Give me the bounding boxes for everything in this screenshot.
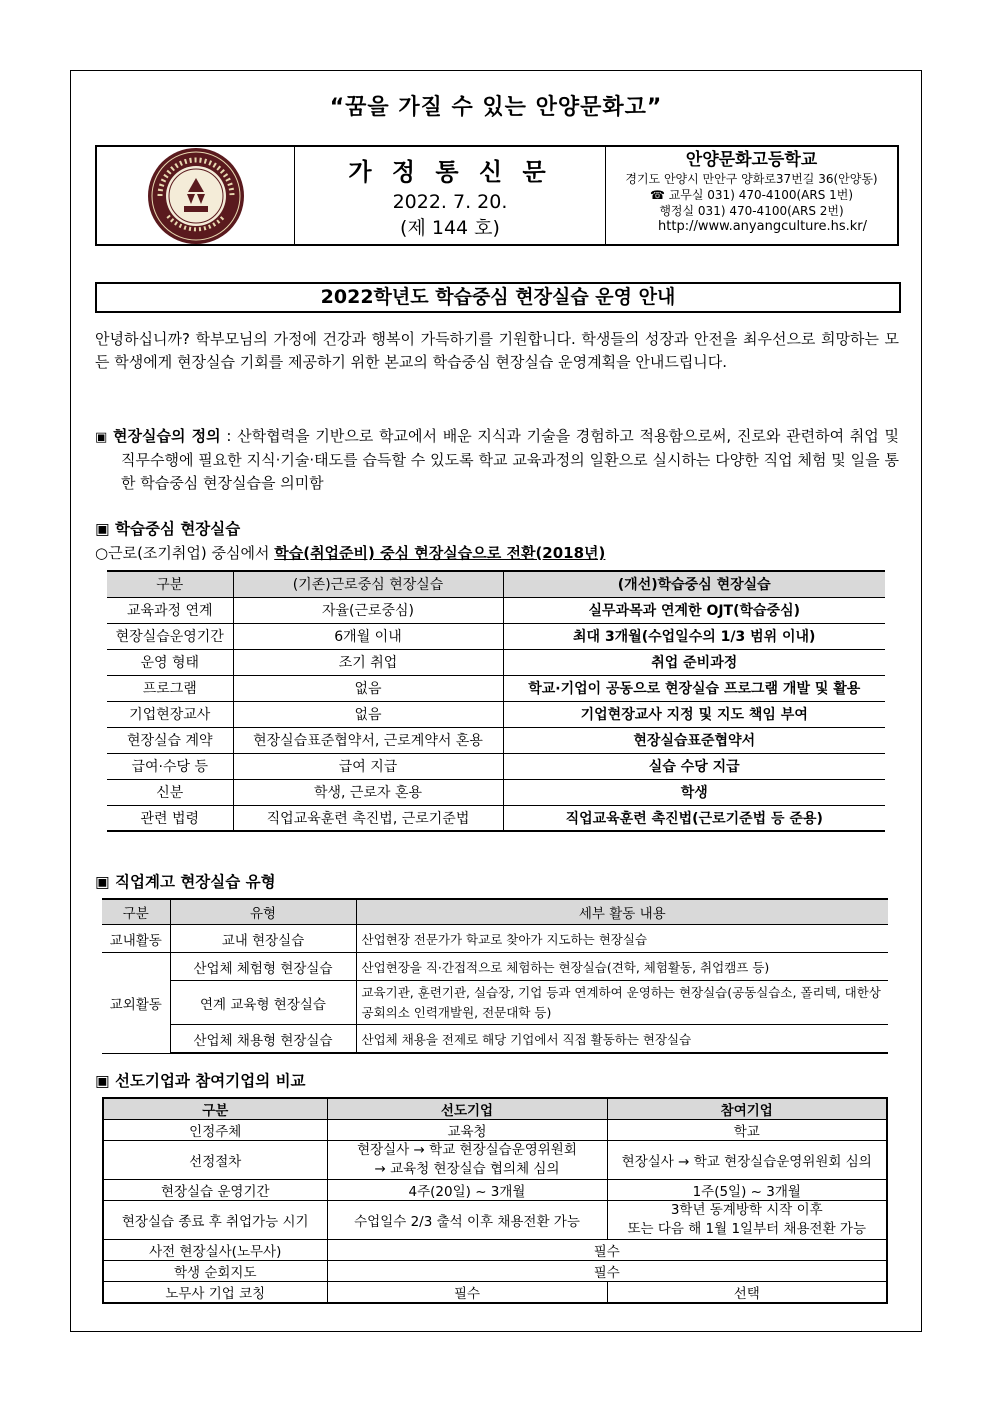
cell-line: 현장실사 → 학교 현장실습운영위원회 bbox=[357, 1142, 577, 1158]
table-row bbox=[107, 649, 885, 675]
cell: 4주(20일) ~ 3개월 bbox=[327, 1180, 607, 1201]
intro-paragraph: 안녕하십니까? 학부모님의 가정에 건강과 행복이 가득하기를 기원합니다. 학생들의 성장과 안전을 최우선으로 희망하는 모든 학생에게 현장실습 기회를 제공하기 위한 본교의 학습중심 현장실습 운영계획을 안내드립니다. bbox=[95, 330, 899, 371]
cell: 현장실사 → 학교 현장실습운영위원회 심의 bbox=[607, 1141, 887, 1180]
table-row bbox=[103, 1282, 887, 1304]
cell-line: → 교육청 현장실습 협의체 심의 bbox=[374, 1161, 560, 1177]
doc-date: 2022. 7. 20. bbox=[392, 190, 508, 213]
header-cell: 구분 bbox=[107, 571, 233, 597]
school-motto: “꿈을 가질 수 있는 안양문화고” bbox=[329, 95, 663, 120]
cell: 프로그램 bbox=[107, 675, 233, 701]
cell: 산업현장을 직·간접적으로 체험하는 현장실습(견학, 체험활동, 취업캠프 등) bbox=[356, 953, 888, 981]
table-row bbox=[102, 1025, 888, 1054]
table-header-row bbox=[102, 899, 888, 925]
cell-line: 3학년 동계방학 시작 이후 bbox=[670, 1202, 823, 1218]
cell: 없음 bbox=[233, 675, 503, 701]
cell: 자율(근로중심) bbox=[233, 597, 503, 623]
section2-heading: ▣ 직업계고 현장실습 유형 bbox=[95, 873, 276, 891]
cell: 현장실습표준협약서, 근로계약서 혼용 bbox=[233, 727, 503, 753]
table-row bbox=[107, 597, 885, 623]
header-cell: (기존)근로중심 현장실습 bbox=[233, 571, 503, 597]
cell: 현장실습표준협약서 bbox=[503, 727, 885, 753]
cell: 산업체 채용형 현장실습 bbox=[170, 1025, 356, 1054]
cell: 최대 3개월(수업일수의 1/3 범위 이내) bbox=[503, 623, 885, 649]
cell: 기업현장교사 지정 및 지도 책임 부여 bbox=[503, 701, 885, 727]
table-row bbox=[102, 981, 888, 1025]
table-row bbox=[103, 1201, 887, 1240]
table-row bbox=[107, 779, 885, 805]
cell: 직업교육훈련 촉진법, 근로기준법 bbox=[233, 805, 503, 831]
definition-term: 현장실습의 정의 bbox=[113, 427, 221, 445]
cell: 선택 bbox=[607, 1282, 887, 1304]
table-row bbox=[103, 1180, 887, 1201]
cell: 학생 bbox=[503, 779, 885, 805]
header-cell: (개선)학습중심 현장실습 bbox=[503, 571, 885, 597]
table-row bbox=[107, 753, 885, 779]
table-row bbox=[103, 1240, 887, 1261]
practice-type-table bbox=[102, 898, 888, 1054]
cell: 실습 수당 지급 bbox=[503, 753, 885, 779]
table-row bbox=[103, 1120, 887, 1141]
cell: 현장실습운영기간 bbox=[107, 623, 233, 649]
cell: 학교 bbox=[607, 1120, 887, 1141]
table-row bbox=[107, 623, 885, 649]
newsletter-header bbox=[95, 145, 899, 246]
table-row bbox=[103, 1261, 887, 1282]
cell: 교육과정 연계 bbox=[107, 597, 233, 623]
cell: 필수 bbox=[327, 1261, 887, 1282]
cell: 운영 형태 bbox=[107, 649, 233, 675]
header-cell: 참여기업 bbox=[607, 1098, 887, 1120]
subline-prefix: ○근로(조기취업) 중심에서 bbox=[95, 544, 275, 562]
header-cell: 구분 bbox=[102, 899, 170, 925]
header-cell: 선도기업 bbox=[327, 1098, 607, 1120]
section1-heading: ▣ 학습중심 현장실습 bbox=[95, 520, 241, 538]
school-name: 안양문화고등학교 bbox=[685, 150, 818, 170]
section3-heading: ▣ 선도기업과 참여기업의 비교 bbox=[95, 1072, 306, 1090]
cell: 교내 현장실습 bbox=[170, 925, 356, 953]
cell: 학생 순회지도 bbox=[103, 1261, 327, 1282]
doc-issue: (제 144 호) bbox=[400, 216, 500, 239]
doc-title: 가 정 통 신 문 bbox=[348, 157, 552, 186]
bullet-square: ▣ bbox=[95, 430, 108, 445]
cell: 현장실습 계약 bbox=[107, 727, 233, 753]
cell bbox=[327, 1141, 607, 1180]
cell: 산업체 채용을 전제로 해당 기업에서 직접 활동하는 현장실습 bbox=[356, 1025, 888, 1054]
school-url[interactable]: http://www.anyangculture.hs.kr/ bbox=[658, 219, 867, 234]
cell: 1주(5일) ~ 3개월 bbox=[607, 1180, 887, 1201]
table-row bbox=[102, 925, 888, 953]
cell: 학생, 근로자 혼용 bbox=[233, 779, 503, 805]
cell: 필수 bbox=[327, 1240, 887, 1261]
cell: 신분 bbox=[107, 779, 233, 805]
school-info-cell bbox=[606, 147, 897, 244]
cell: 교외활동 bbox=[102, 953, 170, 1054]
section1-subline bbox=[95, 542, 605, 563]
cell: 6개월 이내 bbox=[233, 623, 503, 649]
school-logo-cell bbox=[97, 147, 295, 244]
cell: 관련 법령 bbox=[107, 805, 233, 831]
cell: 기업현장교사 bbox=[107, 701, 233, 727]
comparison-table bbox=[107, 570, 885, 832]
cell: 취업 준비과정 bbox=[503, 649, 885, 675]
school-seal-icon bbox=[146, 146, 246, 246]
cell: 학교·기업이 공동으로 현장실습 프로그램 개발 및 활용 bbox=[503, 675, 885, 701]
cell: 급여 지급 bbox=[233, 753, 503, 779]
table-header-row bbox=[107, 571, 885, 597]
cell: 교내활동 bbox=[102, 925, 170, 953]
cell-line: 또는 다음 해 1월 1일부터 채용전환 가능 bbox=[627, 1221, 867, 1237]
cell: 없음 bbox=[233, 701, 503, 727]
cell: 교육기관, 훈련기관, 실습장, 기업 등과 연계하여 운영하는 현장실습(공동실습소, 폴리텍, 대한상공회의소 인력개발원, 전문대학 등) bbox=[356, 981, 888, 1025]
school-address: 경기도 안양시 만안구 양화로37번길 36(안양동) bbox=[625, 172, 878, 186]
cell: 필수 bbox=[327, 1282, 607, 1304]
cell bbox=[607, 1201, 887, 1240]
table-row bbox=[107, 805, 885, 831]
header-cell: 세부 활동 내용 bbox=[356, 899, 888, 925]
cell: 연계 교육형 현장실습 bbox=[170, 981, 356, 1025]
table-row bbox=[103, 1141, 887, 1180]
school-phone-1: ☎ 교무실 031) 470-4100(ARS 1번) bbox=[649, 188, 854, 202]
table-row bbox=[107, 675, 885, 701]
header-cell: 유형 bbox=[170, 899, 356, 925]
notice-title: 2022학년도 학습중심 현장실습 운영 안내 bbox=[95, 282, 901, 313]
definition-paragraph bbox=[95, 425, 899, 495]
definition-text: : 산학협력을 기반으로 학교에서 배운 지식과 기술을 경험하고 적용함으로써, 진로와 관련하여 취업 및 직무수행에 필요한 지식·기술·태도를 습득할 수 있도록 학교 교육과정의 일환으로 실시하는 다양한 직업 체험 및 일을 통한 학습중심 현장실습을 의미함 bbox=[121, 427, 900, 492]
cell: 산업체 체험형 현장실습 bbox=[170, 953, 356, 981]
cell: 현장실습 운영기간 bbox=[103, 1180, 327, 1201]
table-row bbox=[107, 701, 885, 727]
cell: 교육청 bbox=[327, 1120, 607, 1141]
subline-underlined: 학습(취업준비) 중심 현장실습으로 전환(2018년) bbox=[274, 544, 606, 562]
cell: 수업일수 2/3 출석 이후 채용전환 가능 bbox=[327, 1201, 607, 1240]
cell: 직업교육훈련 촉진법(근로기준법 등 준용) bbox=[503, 805, 885, 831]
header-cell: 구분 bbox=[103, 1098, 327, 1120]
table-row bbox=[102, 953, 888, 981]
newsletter-title-cell bbox=[295, 147, 606, 244]
company-comparison-table bbox=[102, 1097, 888, 1304]
cell: 산업현장 전문가가 학교로 찾아가 지도하는 현장실습 bbox=[356, 925, 888, 953]
cell: 실무과목과 연계한 OJT(학습중심) bbox=[503, 597, 885, 623]
cell: 급여·수당 등 bbox=[107, 753, 233, 779]
cell: 현장실습 종료 후 취업가능 시기 bbox=[103, 1201, 327, 1240]
cell: 노무사 기업 코칭 bbox=[103, 1282, 327, 1304]
table-header-row bbox=[103, 1098, 887, 1120]
cell: 선정절차 bbox=[103, 1141, 327, 1180]
school-phone-2: 행정실 031) 470-4100(ARS 2번) bbox=[659, 204, 844, 218]
table-row bbox=[107, 727, 885, 753]
cell: 조기 취업 bbox=[233, 649, 503, 675]
cell: 사전 현장실사(노무사) bbox=[103, 1240, 327, 1261]
cell: 인정주체 bbox=[103, 1120, 327, 1141]
